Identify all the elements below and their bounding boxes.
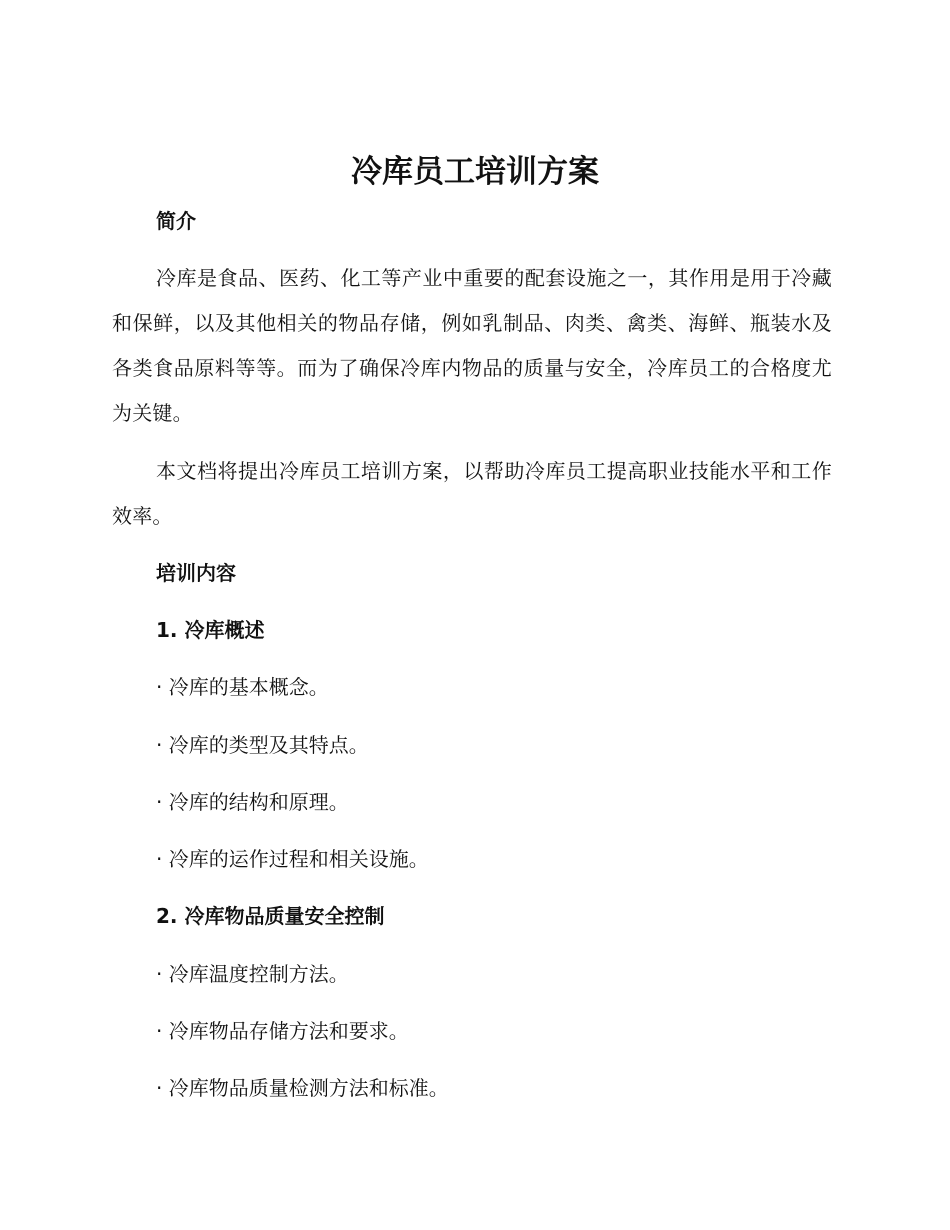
section-1-item-3: · 冷库的结构和原理。 — [156, 790, 349, 814]
section-1-item-4: · 冷库的运作过程和相关设施。 — [156, 847, 429, 871]
document-title: 冷库员工培训方案 — [351, 154, 599, 190]
section-2-title: 2. 冷库物品质量安全控制 — [156, 904, 385, 928]
section-2-item-3: · 冷库物品质量检测方法和标准。 — [156, 1076, 449, 1100]
content-heading: 培训内容 — [156, 561, 236, 585]
intro-paragraph-1: 冷库是食品、医药、化工等产业中重要的配套设施之一，其作用是用于冷藏和保鲜，以及其他相关的物品存储，例如乳制品、肉类、禽类、海鲜、瓶装水及各类食品原料等等。而为了确保冷库内物品的质量与安全，冷库员工的合格度尤为关键。 — [112, 266, 832, 425]
section-2-item-1: · 冷库温度控制方法。 — [156, 962, 349, 986]
intro-heading: 简介 — [156, 209, 196, 233]
section-1-item-1: · 冷库的基本概念。 — [156, 675, 329, 699]
section-1-title: 1. 冷库概述 — [156, 618, 265, 642]
section-2-item-2: · 冷库物品存储方法和要求。 — [156, 1019, 409, 1043]
intro-paragraph-2: 本文档将提出冷库员工培训方案，以帮助冷库员工提高职业技能水平和工作效率。 — [112, 459, 832, 528]
section-1-item-2: · 冷库的类型及其特点。 — [156, 733, 369, 757]
